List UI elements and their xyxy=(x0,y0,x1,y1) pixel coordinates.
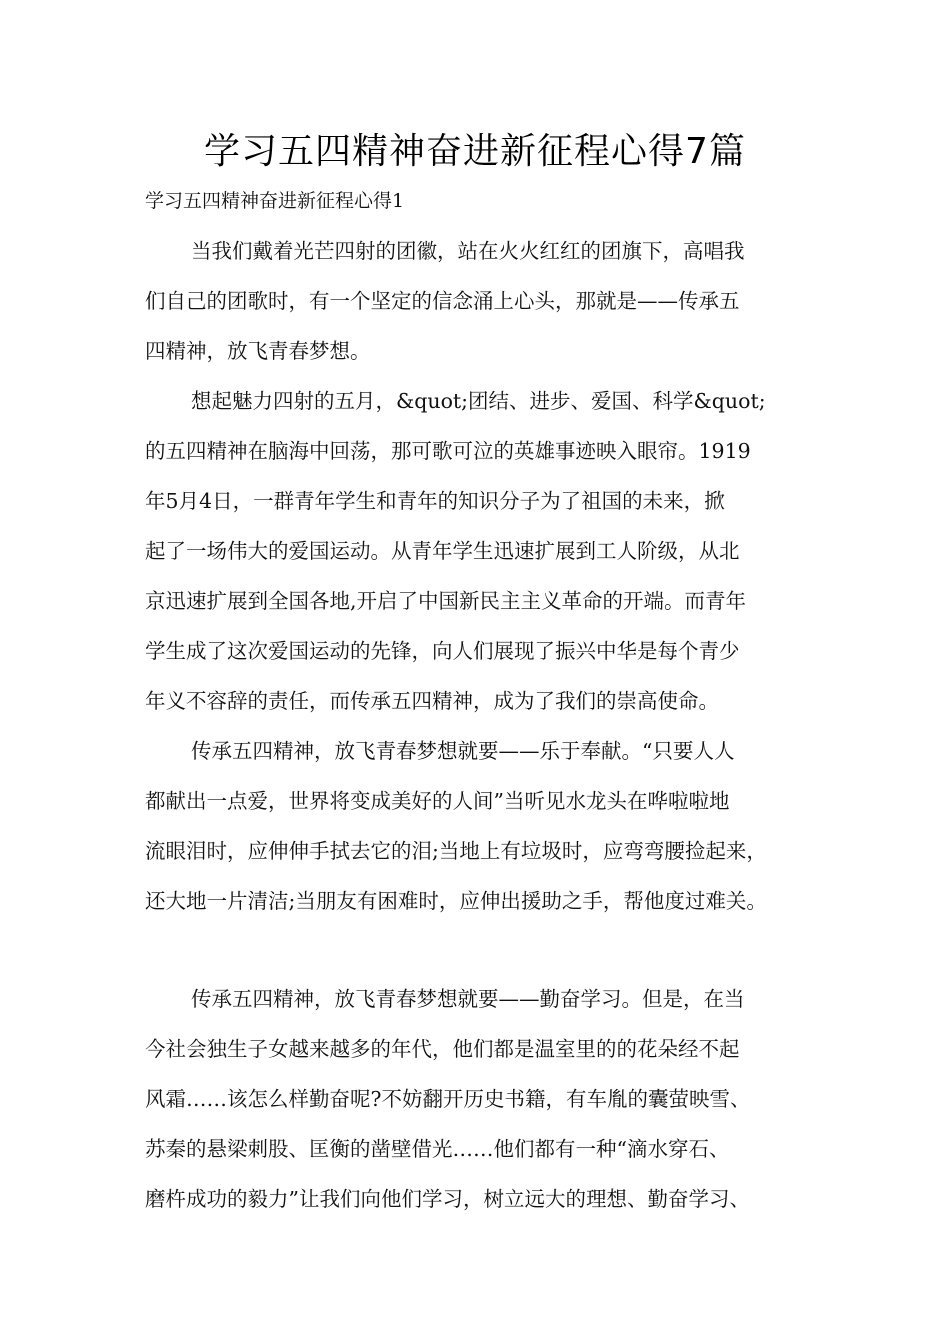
text-line: 的五四精神在脑海中回荡，那可歌可泣的英雄事迹映入眼帘。1919 xyxy=(145,439,751,463)
text-line: 年义不容辞的责任，而传承五四精神，成为了我们的崇高使命。 xyxy=(145,689,719,713)
text-line: 想起魅力四射的五月，&quot;团结、进步、爱国、科学&quot; xyxy=(191,389,766,413)
text-line: 还大地一片清洁;当朋友有困难时，应伸出援助之手，帮他度过难关。 xyxy=(145,889,767,913)
text-line: 起了一场伟大的爱国运动。从青年学生迅速扩展到工人阶级，从北 xyxy=(145,539,740,563)
document-title: 学习五四精神奋进新征程心得7篇 xyxy=(204,131,746,172)
text-line: 苏秦的悬梁刺股、匡衡的凿壁借光……他们都有一种“滴水穿石、 xyxy=(145,1137,730,1161)
text-line: 年5月4日，一群青年学生和青年的知识分子为了祖国的未来，掀 xyxy=(145,489,725,513)
text-line: 学生成了这次爱国运动的先锋，向人们展现了振兴中华是每个青少 xyxy=(145,639,740,663)
text-line: 四精神，放飞青春梦想。 xyxy=(145,339,371,363)
text-line: 当我们戴着光芒四射的团徽，站在火火红红的团旗下，高唱我 xyxy=(191,239,745,263)
text-line: 京迅速扩展到全国各地,开启了中国新民主主义革命的开端。而青年 xyxy=(145,589,747,613)
text-line: 磨杵成功的毅力”让我们向他们学习，树立远大的理想、勤奋学习、 xyxy=(145,1187,750,1211)
text-line: 风霜……该怎么样勤奋呢?不妨翻开历史书籍，有车胤的囊萤映雪、 xyxy=(145,1087,751,1111)
text-line: 流眼泪时，应伸伸手拭去它的泪;当地上有垃圾时，应弯弯腰捡起来， xyxy=(145,839,767,863)
text-line: 传承五四精神，放飞青春梦想就要——勤奋学习。但是，在当 xyxy=(191,987,745,1011)
section-heading: 学习五四精神奋进新征程心得1 xyxy=(145,190,405,212)
text-line: 都献出一点爱，世界将变成美好的人间”当听见水龙头在哗啦啦地 xyxy=(145,789,730,813)
text-line: 传承五四精神，放飞青春梦想就要——乐于奉献。“只要人人 xyxy=(191,739,735,763)
text-line: 今社会独生子女越来越多的年代，他们都是温室里的的花朵经不起 xyxy=(145,1037,740,1061)
text-line: 们自己的团歌时，有一个坚定的信念涌上心头，那就是——传承五 xyxy=(145,289,740,313)
